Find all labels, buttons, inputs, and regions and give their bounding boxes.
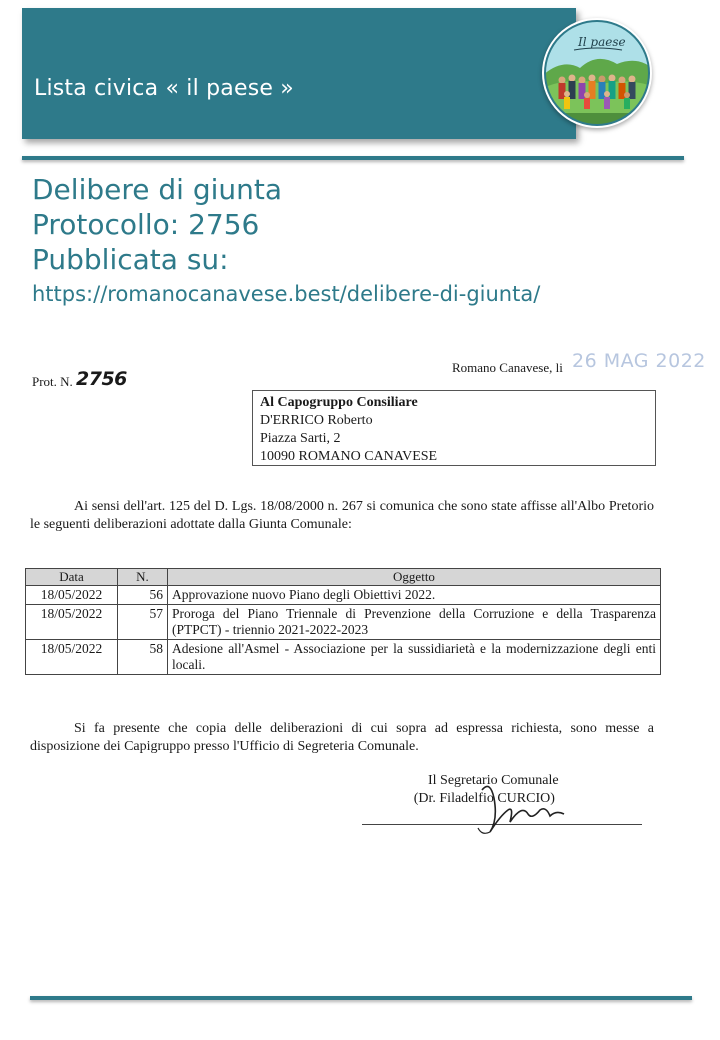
header-banner bbox=[22, 8, 576, 139]
post-heading bbox=[32, 172, 540, 309]
recipient-box bbox=[252, 390, 656, 466]
row-number: 58 bbox=[118, 640, 168, 675]
table-header-row bbox=[26, 569, 661, 586]
recipient-title: Al Capogruppo Consiliare bbox=[260, 395, 418, 410]
protocol-label: Prot. N. bbox=[32, 374, 73, 389]
table-row bbox=[26, 586, 661, 605]
recipient-name: D'ERRICO Roberto bbox=[260, 413, 373, 428]
row-subject: Adesione all'Asmel - Associazione per la sussidiarietà e la modernizzazione degli enti locali. bbox=[168, 640, 661, 675]
closing-paragraph: Si fa presente che copia delle deliberazioni di cui sopra ad espressa richiesta, sono messe a disposizione dei Capigruppo presso l'Ufficio di Segreteria Comunale. bbox=[30, 721, 654, 754]
row-number: 57 bbox=[118, 605, 168, 640]
letter-place: Romano Canavese, li bbox=[452, 360, 563, 375]
header-subject: Oggetto bbox=[168, 569, 661, 586]
heading-title: Delibere di giunta bbox=[32, 173, 283, 206]
row-number: 56 bbox=[118, 586, 168, 605]
row-subject: Proroga del Piano Triennale di Prevenzione della Corruzione e della Trasparenza (PTPCT) - triennio 2021-2022-2023 bbox=[168, 605, 661, 640]
deliberations-table bbox=[25, 568, 661, 675]
svg-text:Il paese: Il paese bbox=[578, 35, 626, 49]
il-paese-logo bbox=[542, 18, 652, 128]
banner-title: Lista civica « il paese » bbox=[34, 76, 294, 101]
heading-protocol: Protocollo: 2756 bbox=[32, 208, 260, 241]
recipient-city: 10090 ROMANO CANAVESE bbox=[260, 449, 438, 464]
bottom-divider bbox=[30, 996, 692, 1000]
table-row bbox=[26, 640, 661, 675]
protocol-number: 2756 bbox=[76, 368, 127, 390]
date-stamp: 26 MAG 2022 bbox=[572, 350, 706, 372]
handwritten-signature bbox=[470, 780, 580, 840]
row-date: 18/05/2022 bbox=[26, 605, 118, 640]
signatory-role: Il Segretario Comunale bbox=[428, 773, 559, 788]
table-row bbox=[26, 605, 661, 640]
heading-url[interactable]: https://romanocanavese.best/delibere-di-giunta/ bbox=[32, 282, 541, 306]
header-number: N. bbox=[118, 569, 168, 586]
recipient-street: Piazza Sarti, 2 bbox=[260, 431, 341, 446]
scanned-letter bbox=[0, 340, 720, 860]
signatory-name: (Dr. Filadelfio CURCIO) bbox=[413, 791, 555, 806]
row-date: 18/05/2022 bbox=[26, 586, 118, 605]
row-subject: Approvazione nuovo Piano degli Obiettivi 2022. bbox=[168, 586, 661, 605]
intro-paragraph: Ai sensi dell'art. 125 del D. Lgs. 18/08/2000 n. 267 si comunica che sono state affisse all'Albo Pretorio le seguenti deliberazioni adottate dalla Giunta Comunale: bbox=[30, 499, 654, 532]
row-date: 18/05/2022 bbox=[26, 640, 118, 675]
header-date: Data bbox=[26, 569, 118, 586]
heading-published-label: Pubblicata su: bbox=[32, 243, 229, 276]
top-divider bbox=[22, 156, 684, 160]
